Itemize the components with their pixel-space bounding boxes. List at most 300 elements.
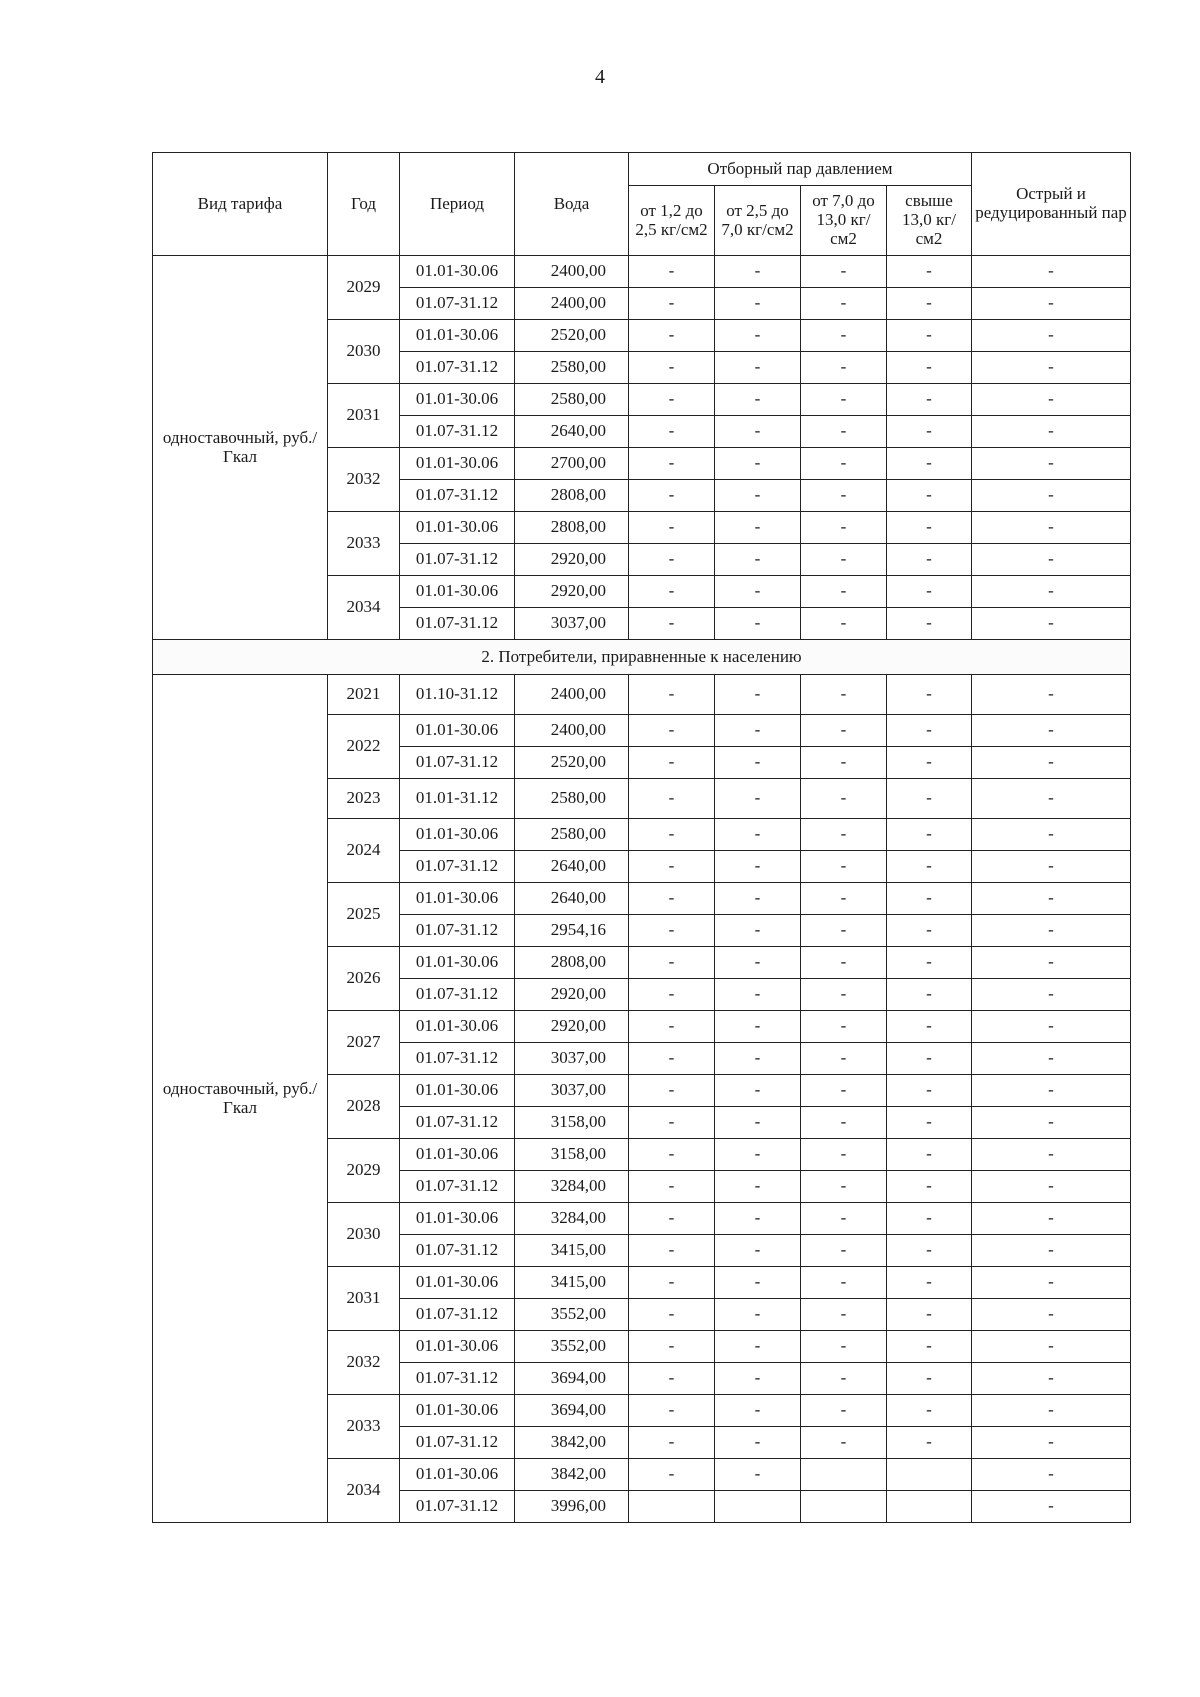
pressure-1-cell: - (629, 1107, 715, 1139)
pressure-1-cell: - (629, 915, 715, 947)
pressure-4-cell: - (887, 288, 972, 320)
sharp-steam-cell: - (972, 480, 1131, 512)
period-cell: 01.01-30.06 (400, 715, 515, 747)
pressure-4-cell: - (887, 1363, 972, 1395)
pressure-1-cell: - (629, 715, 715, 747)
pressure-2-cell: - (715, 1459, 801, 1491)
pressure-4-cell: - (887, 819, 972, 851)
pressure-1-cell: - (629, 1267, 715, 1299)
sharp-steam-cell: - (972, 448, 1131, 480)
pressure-3-cell (801, 1491, 887, 1523)
sharp-steam-cell: - (972, 1235, 1131, 1267)
pressure-3-cell: - (801, 416, 887, 448)
table-row (153, 675, 1131, 715)
pressure-3-cell: - (801, 1299, 887, 1331)
pressure-2-cell (715, 1491, 801, 1523)
period-cell: 01.07-31.12 (400, 608, 515, 640)
period-cell: 01.01-30.06 (400, 1203, 515, 1235)
year-cell: 2021 (328, 675, 400, 715)
period-cell: 01.07-31.12 (400, 979, 515, 1011)
year-cell: 2034 (328, 576, 400, 640)
pressure-1-cell: - (629, 1139, 715, 1171)
sharp-steam-cell: - (972, 512, 1131, 544)
water-value-cell: 2520,00 (515, 320, 629, 352)
pressure-2-cell: - (715, 384, 801, 416)
pressure-1-cell: - (629, 675, 715, 715)
period-cell: 01.01-30.06 (400, 1331, 515, 1363)
water-value-cell: 2580,00 (515, 384, 629, 416)
year-cell: 2032 (328, 448, 400, 512)
pressure-4-cell: - (887, 1299, 972, 1331)
period-cell: 01.01-30.06 (400, 819, 515, 851)
year-cell: 2027 (328, 1011, 400, 1075)
tariff-table-body (153, 256, 1131, 1523)
sharp-steam-cell: - (972, 779, 1131, 819)
pressure-3-cell: - (801, 1395, 887, 1427)
pressure-2-cell: - (715, 1171, 801, 1203)
pressure-4-cell: - (887, 979, 972, 1011)
sharp-steam-cell: - (972, 819, 1131, 851)
pressure-3-cell (801, 1459, 887, 1491)
pressure-2-cell: - (715, 1267, 801, 1299)
year-cell: 2022 (328, 715, 400, 779)
water-value-cell: 2400,00 (515, 715, 629, 747)
pressure-2-cell: - (715, 288, 801, 320)
period-cell: 01.01-30.06 (400, 1459, 515, 1491)
pressure-1-cell: - (629, 947, 715, 979)
pressure-2-cell: - (715, 256, 801, 288)
pressure-3-cell: - (801, 576, 887, 608)
pressure-4-cell: - (887, 1395, 972, 1427)
period-cell: 01.07-31.12 (400, 851, 515, 883)
pressure-3-cell: - (801, 747, 887, 779)
period-cell: 01.01-30.06 (400, 320, 515, 352)
water-value-cell: 3415,00 (515, 1267, 629, 1299)
water-value-cell: 2580,00 (515, 352, 629, 384)
pressure-3-cell: - (801, 819, 887, 851)
pressure-3-cell: - (801, 883, 887, 915)
water-value-cell: 2920,00 (515, 1011, 629, 1043)
header-pressure-2: от 2,5 до 7,0 кг/см2 (715, 186, 801, 256)
header-pressure-1: от 1,2 до 2,5 кг/см2 (629, 186, 715, 256)
pressure-3-cell: - (801, 288, 887, 320)
pressure-2-cell: - (715, 747, 801, 779)
sharp-steam-cell: - (972, 576, 1131, 608)
pressure-2-cell: - (715, 779, 801, 819)
header-year: Год (328, 153, 400, 256)
pressure-1-cell: - (629, 1075, 715, 1107)
water-value-cell: 3842,00 (515, 1459, 629, 1491)
period-cell: 01.07-31.12 (400, 288, 515, 320)
water-value-cell: 3996,00 (515, 1491, 629, 1523)
pressure-2-cell: - (715, 851, 801, 883)
pressure-1-cell: - (629, 320, 715, 352)
water-value-cell: 2700,00 (515, 448, 629, 480)
pressure-4-cell: - (887, 1427, 972, 1459)
pressure-4-cell: - (887, 544, 972, 576)
pressure-4-cell: - (887, 1139, 972, 1171)
pressure-4-cell: - (887, 1235, 972, 1267)
water-value-cell: 2400,00 (515, 675, 629, 715)
period-cell: 01.01-31.12 (400, 779, 515, 819)
pressure-2-cell: - (715, 448, 801, 480)
pressure-2-cell: - (715, 1299, 801, 1331)
section-title-row (153, 640, 1131, 675)
sharp-steam-cell: - (972, 1139, 1131, 1171)
year-cell: 2024 (328, 819, 400, 883)
period-cell: 01.01-30.06 (400, 1395, 515, 1427)
pressure-4-cell: - (887, 480, 972, 512)
pressure-1-cell: - (629, 544, 715, 576)
pressure-2-cell: - (715, 1331, 801, 1363)
tariff-table (152, 152, 1131, 1523)
pressure-4-cell: - (887, 851, 972, 883)
year-cell: 2025 (328, 883, 400, 947)
year-cell: 2028 (328, 1075, 400, 1139)
year-cell: 2031 (328, 384, 400, 448)
year-cell: 2029 (328, 1139, 400, 1203)
pressure-3-cell: - (801, 1139, 887, 1171)
pressure-3-cell: - (801, 1075, 887, 1107)
pressure-3-cell: - (801, 1427, 887, 1459)
pressure-4-cell: - (887, 320, 972, 352)
table-row (153, 256, 1131, 288)
pressure-1-cell: - (629, 448, 715, 480)
pressure-3-cell: - (801, 448, 887, 480)
sharp-steam-cell: - (972, 1299, 1131, 1331)
pressure-3-cell: - (801, 352, 887, 384)
water-value-cell: 2808,00 (515, 480, 629, 512)
pressure-1-cell: - (629, 256, 715, 288)
year-cell: 2030 (328, 320, 400, 384)
pressure-3-cell: - (801, 512, 887, 544)
water-value-cell: 3037,00 (515, 1043, 629, 1075)
period-cell: 01.01-30.06 (400, 576, 515, 608)
water-value-cell: 3284,00 (515, 1203, 629, 1235)
sharp-steam-cell: - (972, 1043, 1131, 1075)
water-value-cell: 3694,00 (515, 1395, 629, 1427)
period-cell: 01.01-30.06 (400, 256, 515, 288)
year-cell: 2032 (328, 1331, 400, 1395)
pressure-4-cell: - (887, 1203, 972, 1235)
pressure-4-cell: - (887, 675, 972, 715)
pressure-2-cell: - (715, 1427, 801, 1459)
water-value-cell: 2954,16 (515, 915, 629, 947)
sharp-steam-cell: - (972, 608, 1131, 640)
pressure-1-cell: - (629, 288, 715, 320)
sharp-steam-cell: - (972, 416, 1131, 448)
water-value-cell: 3158,00 (515, 1107, 629, 1139)
pressure-1-cell: - (629, 1395, 715, 1427)
pressure-3-cell: - (801, 608, 887, 640)
pressure-4-cell: - (887, 779, 972, 819)
water-value-cell: 3037,00 (515, 608, 629, 640)
pressure-2-cell: - (715, 416, 801, 448)
pressure-1-cell: - (629, 979, 715, 1011)
water-value-cell: 2640,00 (515, 851, 629, 883)
sharp-steam-cell: - (972, 1459, 1131, 1491)
period-cell: 01.01-30.06 (400, 448, 515, 480)
pressure-2-cell: - (715, 544, 801, 576)
pressure-1-cell: - (629, 608, 715, 640)
pressure-1-cell: - (629, 352, 715, 384)
pressure-4-cell: - (887, 1107, 972, 1139)
water-value-cell: 2640,00 (515, 416, 629, 448)
pressure-1-cell: - (629, 747, 715, 779)
period-cell: 01.07-31.12 (400, 1235, 515, 1267)
pressure-1-cell: - (629, 851, 715, 883)
period-cell: 01.07-31.12 (400, 544, 515, 576)
pressure-1-cell: - (629, 1299, 715, 1331)
water-value-cell: 2808,00 (515, 512, 629, 544)
pressure-2-cell: - (715, 1011, 801, 1043)
pressure-2-cell: - (715, 947, 801, 979)
pressure-1-cell: - (629, 576, 715, 608)
pressure-4-cell (887, 1491, 972, 1523)
pressure-1-cell: - (629, 1331, 715, 1363)
pressure-4-cell: - (887, 256, 972, 288)
water-value-cell: 2920,00 (515, 576, 629, 608)
pressure-2-cell: - (715, 915, 801, 947)
sharp-steam-cell: - (972, 256, 1131, 288)
period-cell: 01.07-31.12 (400, 915, 515, 947)
pressure-4-cell: - (887, 608, 972, 640)
pressure-3-cell: - (801, 779, 887, 819)
water-value-cell: 2580,00 (515, 819, 629, 851)
sharp-steam-cell: - (972, 1427, 1131, 1459)
water-value-cell: 2580,00 (515, 779, 629, 819)
sharp-steam-cell: - (972, 1107, 1131, 1139)
year-cell: 2033 (328, 512, 400, 576)
pressure-3-cell: - (801, 1267, 887, 1299)
pressure-1-cell (629, 1491, 715, 1523)
pressure-2-cell: - (715, 1235, 801, 1267)
header-period: Период (400, 153, 515, 256)
period-cell: 01.01-30.06 (400, 384, 515, 416)
pressure-2-cell: - (715, 1043, 801, 1075)
pressure-3-cell: - (801, 947, 887, 979)
section-title: 2. Потребители, приравненные к населению (153, 640, 1131, 675)
sharp-steam-cell: - (972, 675, 1131, 715)
pressure-3-cell: - (801, 1363, 887, 1395)
pressure-3-cell: - (801, 1043, 887, 1075)
sharp-steam-cell: - (972, 544, 1131, 576)
water-value-cell: 3158,00 (515, 1139, 629, 1171)
water-value-cell: 2920,00 (515, 979, 629, 1011)
year-cell: 2034 (328, 1459, 400, 1523)
sharp-steam-cell: - (972, 1331, 1131, 1363)
header-sharp-steam: Острый и редуцированный пар (972, 153, 1131, 256)
pressure-3-cell: - (801, 256, 887, 288)
pressure-1-cell: - (629, 819, 715, 851)
water-value-cell: 2920,00 (515, 544, 629, 576)
pressure-4-cell (887, 1459, 972, 1491)
sharp-steam-cell: - (972, 1491, 1131, 1523)
pressure-4-cell: - (887, 416, 972, 448)
period-cell: 01.07-31.12 (400, 416, 515, 448)
pressure-2-cell: - (715, 512, 801, 544)
pressure-4-cell: - (887, 947, 972, 979)
pressure-3-cell: - (801, 544, 887, 576)
water-value-cell: 3694,00 (515, 1363, 629, 1395)
period-cell: 01.10-31.12 (400, 675, 515, 715)
sharp-steam-cell: - (972, 320, 1131, 352)
water-value-cell: 2640,00 (515, 883, 629, 915)
pressure-1-cell: - (629, 416, 715, 448)
sharp-steam-cell: - (972, 1395, 1131, 1427)
tariff-type-cell: одноставочный, руб./Гкал (153, 675, 328, 1523)
period-cell: 01.07-31.12 (400, 480, 515, 512)
pressure-4-cell: - (887, 1267, 972, 1299)
header-steam-group: Отборный пар давлением (629, 153, 972, 186)
year-cell: 2029 (328, 256, 400, 320)
water-value-cell: 3037,00 (515, 1075, 629, 1107)
pressure-1-cell: - (629, 1043, 715, 1075)
pressure-4-cell: - (887, 352, 972, 384)
pressure-2-cell: - (715, 1075, 801, 1107)
sharp-steam-cell: - (972, 352, 1131, 384)
pressure-3-cell: - (801, 384, 887, 416)
pressure-4-cell: - (887, 512, 972, 544)
period-cell: 01.07-31.12 (400, 1043, 515, 1075)
pressure-1-cell: - (629, 779, 715, 819)
water-value-cell: 2400,00 (515, 288, 629, 320)
tariff-type-cell: одноставочный, руб./Гкал (153, 256, 328, 640)
pressure-2-cell: - (715, 675, 801, 715)
pressure-2-cell: - (715, 1395, 801, 1427)
period-cell: 01.07-31.12 (400, 747, 515, 779)
pressure-4-cell: - (887, 747, 972, 779)
pressure-2-cell: - (715, 979, 801, 1011)
water-value-cell: 3284,00 (515, 1171, 629, 1203)
pressure-4-cell: - (887, 883, 972, 915)
year-cell: 2031 (328, 1267, 400, 1331)
water-value-cell: 2808,00 (515, 947, 629, 979)
pressure-3-cell: - (801, 1235, 887, 1267)
period-cell: 01.07-31.12 (400, 1427, 515, 1459)
pressure-1-cell: - (629, 512, 715, 544)
pressure-3-cell: - (801, 715, 887, 747)
pressure-1-cell: - (629, 883, 715, 915)
header-pressure-4: свыше 13,0 кг/см2 (887, 186, 972, 256)
sharp-steam-cell: - (972, 883, 1131, 915)
pressure-3-cell: - (801, 1011, 887, 1043)
pressure-2-cell: - (715, 1203, 801, 1235)
sharp-steam-cell: - (972, 1075, 1131, 1107)
period-cell: 01.07-31.12 (400, 1171, 515, 1203)
pressure-1-cell: - (629, 1011, 715, 1043)
pressure-2-cell: - (715, 320, 801, 352)
period-cell: 01.01-30.06 (400, 947, 515, 979)
pressure-3-cell: - (801, 979, 887, 1011)
water-value-cell: 3842,00 (515, 1427, 629, 1459)
period-cell: 01.01-30.06 (400, 512, 515, 544)
sharp-steam-cell: - (972, 851, 1131, 883)
pressure-4-cell: - (887, 384, 972, 416)
pressure-1-cell: - (629, 480, 715, 512)
pressure-3-cell: - (801, 480, 887, 512)
water-value-cell: 2520,00 (515, 747, 629, 779)
sharp-steam-cell: - (972, 979, 1131, 1011)
pressure-3-cell: - (801, 675, 887, 715)
sharp-steam-cell: - (972, 1011, 1131, 1043)
sharp-steam-cell: - (972, 747, 1131, 779)
pressure-2-cell: - (715, 883, 801, 915)
period-cell: 01.01-30.06 (400, 1267, 515, 1299)
pressure-4-cell: - (887, 915, 972, 947)
pressure-4-cell: - (887, 448, 972, 480)
pressure-4-cell: - (887, 1043, 972, 1075)
pressure-2-cell: - (715, 819, 801, 851)
pressure-3-cell: - (801, 1107, 887, 1139)
pressure-4-cell: - (887, 1331, 972, 1363)
year-cell: 2030 (328, 1203, 400, 1267)
pressure-2-cell: - (715, 608, 801, 640)
period-cell: 01.01-30.06 (400, 1075, 515, 1107)
pressure-2-cell: - (715, 480, 801, 512)
pressure-4-cell: - (887, 576, 972, 608)
page-number: 4 (595, 66, 605, 88)
period-cell: 01.07-31.12 (400, 1491, 515, 1523)
period-cell: 01.01-30.06 (400, 1139, 515, 1171)
year-cell: 2026 (328, 947, 400, 1011)
pressure-2-cell: - (715, 715, 801, 747)
water-value-cell: 3552,00 (515, 1299, 629, 1331)
sharp-steam-cell: - (972, 915, 1131, 947)
pressure-4-cell: - (887, 715, 972, 747)
pressure-3-cell: - (801, 1331, 887, 1363)
pressure-4-cell: - (887, 1011, 972, 1043)
pressure-2-cell: - (715, 352, 801, 384)
year-cell: 2023 (328, 779, 400, 819)
pressure-1-cell: - (629, 1235, 715, 1267)
period-cell: 01.07-31.12 (400, 1107, 515, 1139)
sharp-steam-cell: - (972, 288, 1131, 320)
pressure-4-cell: - (887, 1075, 972, 1107)
period-cell: 01.01-30.06 (400, 1011, 515, 1043)
pressure-2-cell: - (715, 576, 801, 608)
header-tariff-type: Вид тарифа (153, 153, 328, 256)
period-cell: 01.07-31.12 (400, 352, 515, 384)
pressure-4-cell: - (887, 1171, 972, 1203)
pressure-2-cell: - (715, 1107, 801, 1139)
pressure-2-cell: - (715, 1363, 801, 1395)
pressure-1-cell: - (629, 1171, 715, 1203)
header-pressure-3: от 7,0 до 13,0 кг/см2 (801, 186, 887, 256)
pressure-3-cell: - (801, 1171, 887, 1203)
sharp-steam-cell: - (972, 384, 1131, 416)
pressure-1-cell: - (629, 1203, 715, 1235)
water-value-cell: 2400,00 (515, 256, 629, 288)
pressure-3-cell: - (801, 1203, 887, 1235)
period-cell: 01.07-31.12 (400, 1363, 515, 1395)
sharp-steam-cell: - (972, 1267, 1131, 1299)
pressure-1-cell: - (629, 1459, 715, 1491)
pressure-1-cell: - (629, 1363, 715, 1395)
year-cell: 2033 (328, 1395, 400, 1459)
sharp-steam-cell: - (972, 947, 1131, 979)
sharp-steam-cell: - (972, 1171, 1131, 1203)
water-value-cell: 3415,00 (515, 1235, 629, 1267)
pressure-2-cell: - (715, 1139, 801, 1171)
water-value-cell: 3552,00 (515, 1331, 629, 1363)
period-cell: 01.01-30.06 (400, 883, 515, 915)
period-cell: 01.07-31.12 (400, 1299, 515, 1331)
pressure-1-cell: - (629, 384, 715, 416)
sharp-steam-cell: - (972, 1363, 1131, 1395)
pressure-1-cell: - (629, 1427, 715, 1459)
pressure-3-cell: - (801, 915, 887, 947)
